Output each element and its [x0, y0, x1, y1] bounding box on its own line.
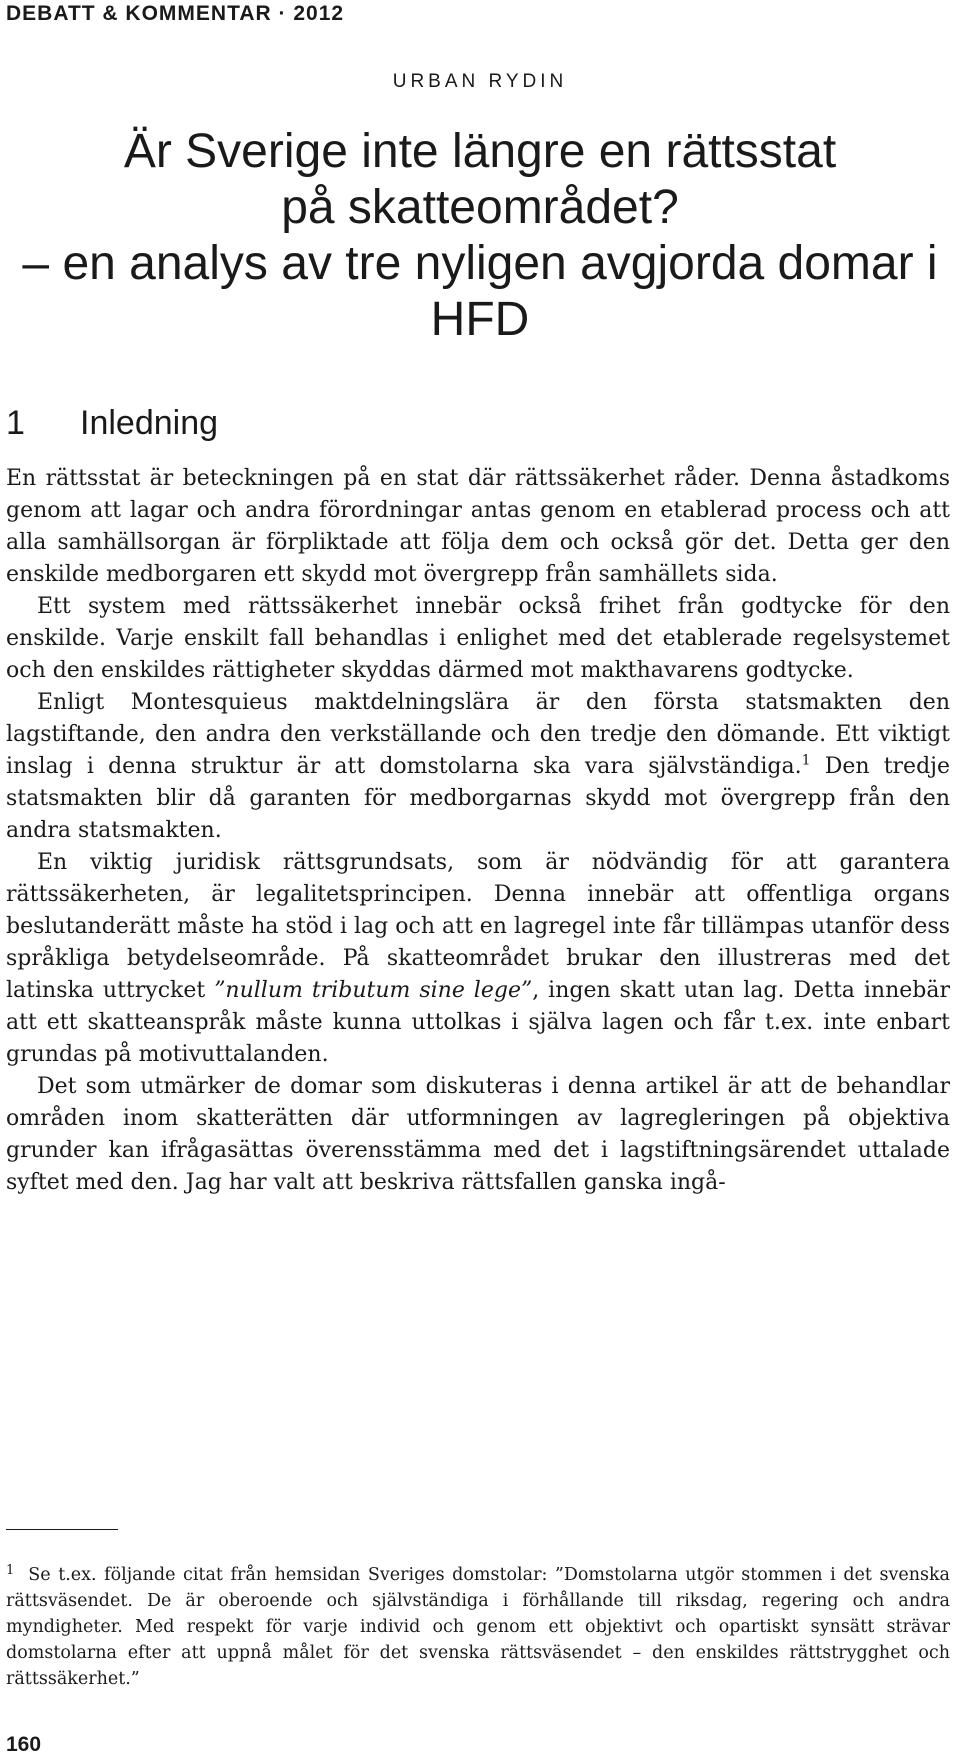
article-title — [0, 124, 960, 348]
paragraph-3-text: Enligt Montesquieus maktdelningslära är den första statsmakten den lagstiftande, den andra den verkställande och den tredje den dömande. Ett viktigt inslag i denna struktur är att domstolarna ska vara självständiga. — [6, 690, 950, 779]
body-text — [6, 463, 950, 1199]
title-subtitle: – en analys av tre nyligen avgjorda domar i HFD — [22, 237, 938, 346]
paragraph-4-text-cont: , ingen skatt utan lag. Detta innebär att ett skatteanspråk måste kunna uttolkas i själva lagen och får t.ex. inte enbart grundas på motivuttalanden. — [6, 978, 951, 1067]
author-name: URBAN RYDIN — [392, 71, 568, 92]
paragraph-5: Det som utmärker de domar som diskuteras i denna artikel är att de behandlar områden inom skatterätten där utformningen av lagregleringen på objektiva grunder kan ifrågasättas överensstämma med det i lagstiftningsärendet uttalade syftet med den. Jag har valt att beskriva rättsfallen ganska ingå- — [6, 1074, 950, 1195]
page-number: 160 — [6, 1733, 42, 1756]
footnote-mark: 1 — [6, 1563, 15, 1578]
paragraph-3 — [6, 687, 950, 847]
paragraph-1: En rättsstat är beteckningen på en stat där rättssäkerhet råder. Denna åstadkoms genom att lagar och andra förordningar antas genom en etablerad process och att alla samhällsorgan är förpliktade att följa dem och också gör det. Detta ger den enskilde medborgaren ett skydd mot övergrepp från samhällets sida. — [6, 466, 950, 587]
footnote — [6, 1562, 950, 1692]
paragraph-3-text-cont: Den tredje statsmakten blir då garanten för medborgarnas skydd mot övergrepp från den andra statsmakten. — [6, 754, 950, 843]
title-line-1: Är Sverige inte längre en rättsstat — [123, 125, 837, 178]
section-heading — [6, 404, 218, 443]
title-line-2: på skatteområdet? — [281, 181, 679, 234]
footnote-text: Se t.ex. följande citat från hemsidan Sveriges domstolar: ”Domstolarna utgör stommen i det svenska rättsväsendet. De är oberoende och självständiga i förhållande till riksdag, regering och andra myndigheter. Med respekt för varje individ och genom ett objektivt och opartiskt synsätt strävar domstolarna efter att uppnå målet för det svenska rättsväsendet – den enskildes rättstrygghet och rättssäkerhet.” — [6, 1565, 950, 1689]
footnote-reference[interactable]: 1 — [801, 752, 811, 769]
footnote-divider — [6, 1529, 118, 1530]
section-number: 1 — [6, 404, 25, 442]
section-title: Inledning — [80, 404, 219, 442]
paragraph-4 — [6, 847, 950, 1071]
running-head: DEBATT & KOMMENTAR · 2012 — [6, 2, 345, 25]
latin-phrase: ”nullum tributum sine lege” — [214, 978, 533, 1003]
paragraph-4-text: En viktig juridisk rättsgrundsats, som är nödvändig för att garantera rättssäkerheten, är legalitetsprincipen. Denna innebär att offentliga organs beslutanderätt måste ha stöd i lag och att en lagregel inte får tillämpas utanför dess språkliga betydelseområde. På skatteområdet brukar den illustreras med det latinska uttrycket — [6, 850, 950, 1003]
paragraph-2: Ett system med rättssäkerhet innebär också frihet från godtycke för den enskilde. Varje enskilt fall behandlas i enlighet med det etablerade regelsystemet och den enskildes rättigheter skyddas därmed mot makthavarens godtycke. — [6, 594, 950, 683]
